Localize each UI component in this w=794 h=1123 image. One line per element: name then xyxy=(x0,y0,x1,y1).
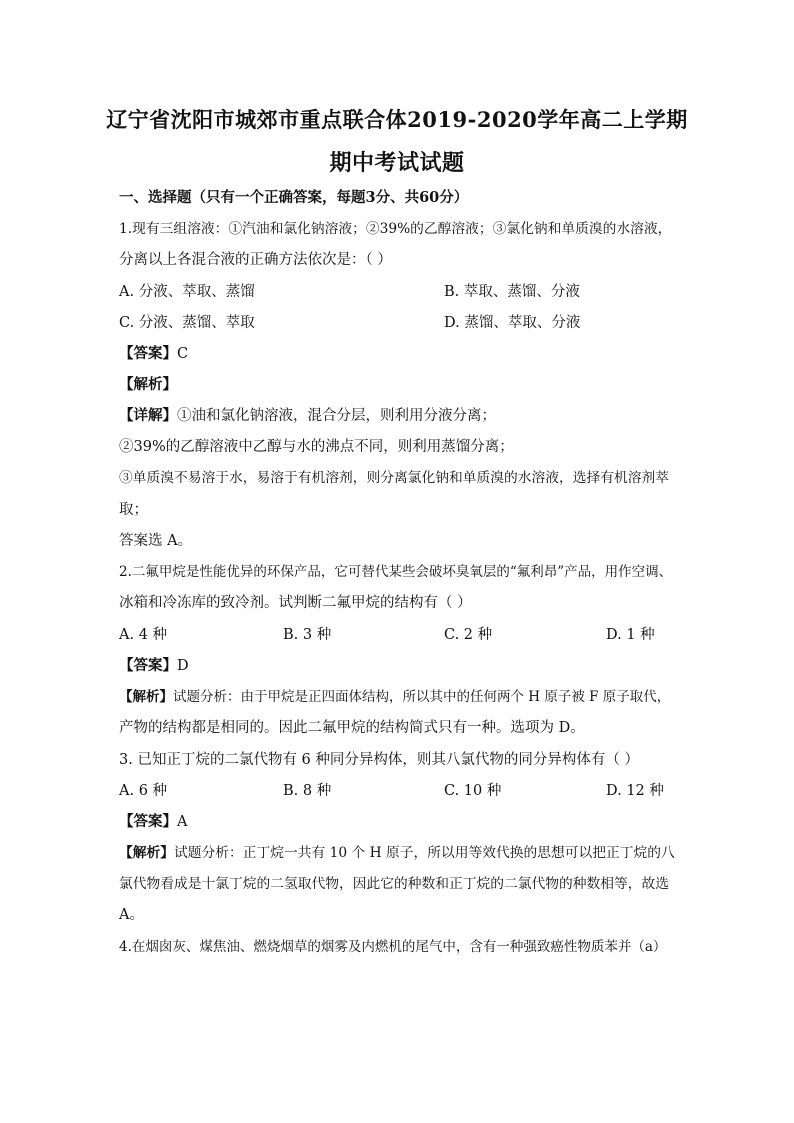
q2-stem-line2: 冰箱和冷冻库的致冷剂。试判断二氟甲烷的结构有（ ） xyxy=(119,595,472,611)
q1-option-a: A. 分液、萃取、蒸馏 xyxy=(119,284,255,300)
q3-analysis-label: 【解析】 xyxy=(119,845,175,861)
q1-option-d: D. 蒸馏、萃取、分液 xyxy=(444,315,581,331)
q3-stem-line1: 3. 已知正丁烷的二氯代物有 6 种同分异构体，则其八氯代物的同分异构体有（ ） xyxy=(119,752,639,768)
q2-answer xyxy=(119,654,189,675)
q2-analysis-line2: 产物的结构都是相同的。因此二氟甲烷的结构简式只有一种。选项为 D。 xyxy=(119,720,585,736)
q1-stem-line2: 分离以上各混合液的正确方法依次是：（ ） xyxy=(119,252,392,268)
q2-answer-value: D xyxy=(177,658,189,674)
q1-detail-line3: ③单质溴不易溶于水，易溶于有机溶剂，则分离氯化钠和单质溴的水溶液，选择有机溶剂萃 xyxy=(119,470,670,486)
q3-option-d: D. 12 种 xyxy=(606,783,664,799)
document-title-line2: 期中考试试题 xyxy=(329,150,465,176)
q1-answer xyxy=(119,342,188,363)
q3-option-a: A. 6 种 xyxy=(119,783,168,799)
q1-detail-line5: 答案选 A。 xyxy=(119,533,193,549)
q4-stem-line1: 4.在烟囱灰、煤焦油、燃烧烟草的烟雾及内燃机的尾气中，含有一种强致癌性物质苯并（a） xyxy=(119,939,667,955)
q3-analysis-text1: 试题分析：正丁烷一共有 10 个 H 原子，所以用等效代换的思想可以把正丁烷的八 xyxy=(174,845,675,861)
q2-stem-line1: 2.二氟甲烷是性能优异的环保产品，它可替代某些会破坏臭氧层的“氟利昂”产品，用作空调、 xyxy=(119,564,673,580)
q1-detail-line1 xyxy=(119,404,496,425)
q1-stem-line1: 1.现有三组溶液：①汽油和氯化钠溶液；②39%的乙醇溶液；③氯化钠和单质溴的水溶液， xyxy=(119,221,672,237)
q2-answer-label: 【答案】 xyxy=(119,657,177,674)
q3-answer-value: A xyxy=(177,814,188,830)
q3-analysis-line3: A。 xyxy=(119,907,144,923)
q1-detail-label: 【详解】 xyxy=(119,407,177,424)
q2-option-b: B. 3 种 xyxy=(283,627,332,643)
q1-answer-label: 【答案】 xyxy=(119,345,177,362)
q2-option-a: A. 4 种 xyxy=(119,627,168,643)
q3-option-b: B. 8 种 xyxy=(283,783,332,799)
q2-analysis-line1 xyxy=(119,685,670,705)
q3-answer-label: 【答案】 xyxy=(119,813,177,830)
q3-analysis-line1 xyxy=(119,841,675,861)
q1-detail-line4: 取； xyxy=(119,502,148,518)
q3-answer xyxy=(119,810,187,831)
q1-option-c: C. 分液、蒸馏、萃取 xyxy=(119,315,255,331)
q1-detail-line2: ②39%的乙醇溶液中乙醇与水的沸点不同，则利用蒸馏分离； xyxy=(119,439,514,455)
q1-detail-text1: ①油和氯化钠溶液，混合分层，则利用分液分离； xyxy=(177,408,496,424)
q1-option-b: B. 萃取、蒸馏、分液 xyxy=(444,284,580,300)
q1-answer-value: C xyxy=(177,346,189,362)
q1-analysis-label: 【解析】 xyxy=(119,376,177,393)
section-heading: 一、选择题（只有一个正确答案，每题3分、共60分） xyxy=(119,189,469,206)
q2-analysis-label: 【解析】 xyxy=(119,689,173,705)
q2-analysis-text1: 试题分析：由于甲烷是正四面体结构，所以其中的任何两个 H 原子被 F 原子取代， xyxy=(173,689,671,705)
q2-option-c: C. 2 种 xyxy=(444,627,493,643)
document-title-line1: 辽宁省沈阳市城郊市重点联合体2019-2020学年高二上学期 xyxy=(106,107,688,132)
q2-option-d: D. 1 种 xyxy=(606,627,655,643)
q3-option-c: C. 10 种 xyxy=(444,783,502,799)
q3-analysis-line2: 氯代物看成是十氯丁烷的二氢取代物，因此它的种数和正丁烷的二氯代物的种数相等，故选 xyxy=(119,876,670,892)
